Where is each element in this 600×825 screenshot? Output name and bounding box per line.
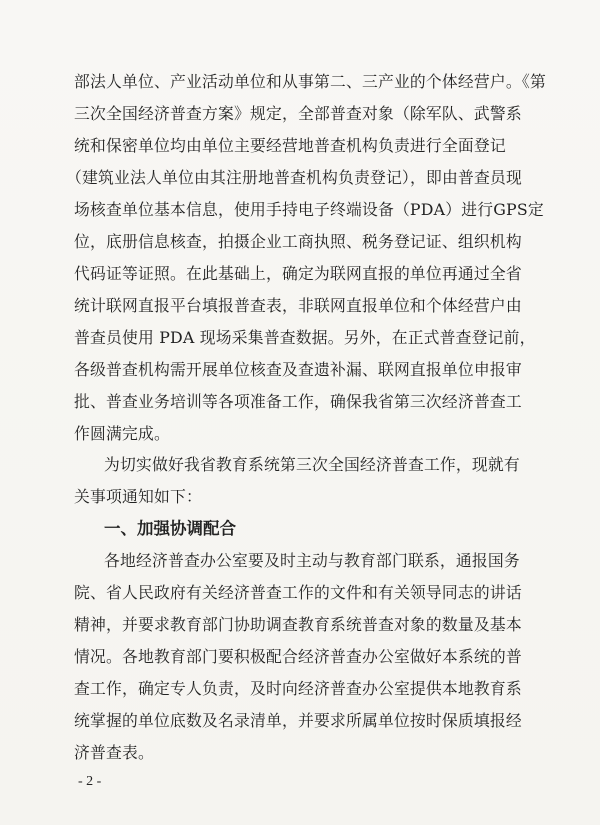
text-line: 位，底册信息核查，拍摄企业工商执照、税务登记证、组织机构 bbox=[74, 232, 522, 251]
text-line: 精神，并要求教育部门协助调查教育系统普查对象的数量及基本 bbox=[74, 615, 522, 634]
text-line: 代码证等证照。在此基础上，确定为联网直报的单位再通过全省 bbox=[74, 264, 522, 283]
text-line: 查工作，确定专人负责，及时向经济普查办公室提供本地教育系 bbox=[74, 679, 522, 698]
text-line: 普查员使用 PDA 现场采集普查数据。另外，在正式普查登记前， bbox=[74, 328, 536, 347]
text-line: 各地经济普查办公室要及时主动与教育部门联系，通报国务 bbox=[104, 551, 520, 570]
text-line: 情况。各地教育部门要积极配合经济普查办公室做好本系统的普 bbox=[74, 647, 522, 666]
text-line: （建筑业法人单位由其注册地普查机构负责登记），即由普查员现 bbox=[66, 168, 523, 187]
text-line: 济普查表。 bbox=[74, 743, 154, 762]
text-line: 部法人单位、产业活动单位和从事第二、三产业的个体经营户。《第 bbox=[74, 72, 547, 91]
section-heading: 一、加强协调配合 bbox=[104, 519, 236, 538]
text-line: 统掌握的单位底数及名录清单，并要求所属单位按时保质填报经 bbox=[74, 711, 522, 730]
text-line: 统和保密单位均由单位主要经营地普查机构负责进行全面登记 bbox=[74, 136, 506, 155]
text-line: 场核查单位基本信息，使用手持电子终端设备（PDA）进行GPS定 bbox=[74, 200, 544, 219]
text-line: 统计联网直报平台填报普查表，非联网直报单位和个体经营户由 bbox=[74, 296, 522, 315]
text-line: 批、普查业务培训等各项准备工作，确保我省第三次经济普查工 bbox=[74, 392, 522, 411]
text-line: 各级普查机构需开展单位核查及查遗补漏、联网直报单位申报审 bbox=[74, 360, 522, 379]
text-line: 作圆满完成。 bbox=[74, 424, 170, 443]
text-line: 三次全国经济普查方案》规定，全部普查对象（除军队、武警系 bbox=[74, 104, 522, 123]
text-line: 关事项通知如下： bbox=[74, 487, 202, 506]
text-line: 为切实做好我省教育系统第三次全国经济普查工作，现就有 bbox=[104, 455, 520, 474]
bleed-through-text bbox=[235, 478, 241, 498]
text-line: 院、省人民政府有关经济普查工作的文件和有关领导同志的讲话 bbox=[74, 583, 522, 602]
page-number: - 2 - bbox=[78, 774, 102, 789]
